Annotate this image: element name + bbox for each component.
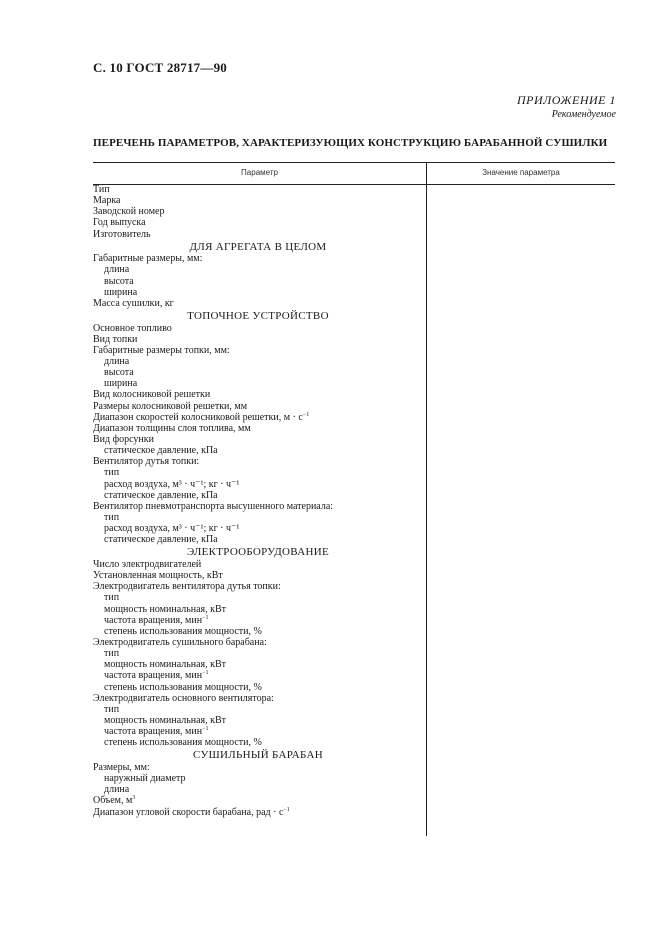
parameter-list [93, 184, 423, 818]
parameter-row [93, 217, 423, 228]
parameter-row [93, 670, 423, 681]
document-title: ПЕРЕЧЕНЬ ПАРАМЕТРОВ, ХАРАКТЕРИЗУЮЩИХ КОНСТРУКЦИЮ БАРАБАННОЙ СУШИЛКИ [93, 137, 608, 149]
row-text: тип [104, 648, 120, 660]
row-text: частота вращения, мин [104, 670, 203, 682]
parameter-row [93, 604, 423, 615]
parameter-row [93, 401, 423, 412]
row-text: длина [104, 356, 130, 368]
parameter-row [93, 276, 423, 287]
row-text: степень использования мощности, % [104, 681, 262, 693]
row-text: Вентилятор пневмотранспорта высушенного материала: [93, 500, 334, 512]
parameter-row [93, 490, 423, 501]
row-text: тип [104, 703, 120, 715]
appendix-block [517, 93, 616, 120]
parameter-row [93, 704, 423, 715]
appendix-label: ПРИЛОЖЕНИЕ 1 [517, 93, 616, 107]
parameter-row [93, 423, 423, 434]
row-text: Число электродвигателей [93, 559, 202, 570]
parameter-row [93, 184, 423, 195]
parameter-row [93, 784, 423, 795]
row-text: ДЛЯ АГРЕГАТА В ЦЕЛОМ [189, 240, 327, 253]
row-text: Электродвигатель основного вентилятора: [93, 692, 274, 704]
parameter-row [93, 592, 423, 603]
row-text: длина [104, 264, 130, 276]
parameter-row [93, 693, 423, 704]
parameter-row [93, 659, 423, 670]
column-header-value: Значение параметра [482, 168, 560, 177]
row-text: частота вращения, мин [104, 614, 203, 626]
row-superscript: −1 [283, 806, 290, 813]
row-text: высота [104, 275, 134, 287]
row-text: мощность номинальная, кВт [104, 659, 227, 671]
parameter-row [93, 412, 423, 423]
row-text: мощность номинальная, кВт [104, 714, 227, 726]
row-superscript: −1 [202, 726, 209, 733]
row-text: Размеры колосниковой решетки, мм [93, 400, 248, 412]
row-text: статическое давление, кПа [104, 534, 218, 546]
row-superscript: −1 [202, 670, 209, 677]
parameter-row [93, 378, 423, 389]
parameter-row [93, 389, 423, 400]
row-text: ЭЛЕКТРООБОРУДОВАНИЕ [187, 546, 329, 559]
row-text: расход воздуха, м³ · ч⁻¹; кг · ч⁻¹ [104, 523, 240, 535]
row-text: Габаритные размеры топки, мм: [93, 344, 230, 356]
parameter-row [93, 762, 423, 773]
appendix-status: Рекомендуемое [551, 109, 616, 120]
parameter-row [93, 356, 423, 367]
parameter-row [93, 456, 423, 467]
row-superscript: 3 [132, 795, 136, 802]
row-text: СУШИЛЬНЫЙ БАРАБАН [193, 749, 323, 762]
row-text: степень использования мощности, % [104, 737, 262, 749]
row-text: Вентилятор дутья топки: [93, 456, 200, 468]
parameter-row [93, 334, 423, 345]
parameter-row [93, 682, 423, 693]
section-heading [93, 748, 423, 762]
row-text: ТОПОЧНОЕ УСТРОЙСТВО [187, 310, 329, 322]
row-text: наружный диаметр [104, 773, 186, 785]
parameter-row [93, 773, 423, 784]
row-text: Электродвигатель вентилятора дутья топки: [93, 581, 281, 593]
row-text: Диапазон скоростей колосниковой решетки, м · с [93, 411, 303, 423]
parameter-row [93, 298, 423, 309]
parameter-row [93, 615, 423, 626]
row-text: Диапазон угловой скорости барабана, рад · с [93, 806, 284, 818]
parameter-row [93, 501, 423, 512]
parameter-row [93, 626, 423, 637]
row-text: расход воздуха, м³ · ч⁻¹; кг · ч⁻¹ [104, 478, 240, 490]
row-text: Объем, м [93, 795, 133, 807]
row-text: Изготовитель [93, 228, 151, 240]
row-text: длина [104, 784, 130, 796]
parameter-row [93, 795, 423, 806]
row-text: Год выпуска [93, 217, 146, 229]
parameter-row [93, 323, 423, 334]
row-text: Габаритные размеры, мм: [93, 253, 203, 265]
parameter-row [93, 807, 423, 818]
table-column-divider [426, 162, 427, 836]
section-heading [93, 240, 423, 254]
parameter-row [93, 726, 423, 737]
parameter-row [93, 445, 423, 456]
row-text: Вид форсунки [93, 434, 154, 445]
row-text: частота вращения, мин [104, 726, 203, 738]
section-heading [93, 545, 423, 559]
row-text: Заводской номер [93, 206, 165, 218]
row-text: Тип [93, 184, 110, 195]
parameter-row [93, 467, 423, 478]
row-text: Электродвигатель сушильного барабана: [93, 636, 267, 648]
row-text: Диапазон толщины слоя топлива, мм [93, 422, 251, 434]
row-text: высота [104, 367, 134, 379]
row-text: ширина [104, 378, 138, 390]
parameter-row [93, 559, 423, 570]
parameter-row [93, 229, 423, 240]
parameter-row [93, 512, 423, 523]
row-text: Размеры, мм: [93, 761, 150, 773]
parameter-row [93, 479, 423, 490]
parameter-row [93, 737, 423, 748]
row-text: тип [104, 467, 120, 479]
parameter-row [93, 715, 423, 726]
row-text: тип [104, 592, 120, 604]
parameter-row [93, 253, 423, 264]
row-text: Установленная мощность, кВт [93, 570, 223, 582]
table-top-rule [93, 162, 615, 163]
parameter-row [93, 195, 423, 206]
row-text: Марка [93, 195, 121, 207]
row-text: тип [104, 511, 120, 523]
row-text: Вид колосниковой решетки [93, 389, 211, 401]
row-text: ширина [104, 286, 138, 298]
row-text: статическое давление, кПа [104, 445, 218, 457]
section-heading [93, 309, 423, 323]
column-header-parameter: Параметр [241, 168, 278, 177]
parameter-row [93, 287, 423, 298]
row-text: Вид топки [93, 333, 138, 345]
row-text: статическое давление, кПа [104, 489, 218, 501]
parameter-row [93, 345, 423, 356]
page-header: С. 10 ГОСТ 28717—90 [93, 60, 227, 75]
row-text: мощность номинальная, кВт [104, 603, 227, 615]
parameter-row [93, 264, 423, 275]
parameter-row [93, 581, 423, 592]
parameter-row [93, 367, 423, 378]
parameter-row [93, 570, 423, 581]
row-text: Масса сушилки, кг [93, 297, 174, 309]
parameter-row [93, 523, 423, 534]
row-text: Основное топливо [93, 322, 172, 334]
row-text: степень использования мощности, % [104, 625, 262, 637]
row-superscript: −1 [202, 614, 209, 621]
parameter-row [93, 648, 423, 659]
parameter-row [93, 206, 423, 217]
parameter-row [93, 637, 423, 648]
parameter-row [93, 434, 423, 445]
parameter-row [93, 534, 423, 545]
row-superscript: −1 [302, 411, 310, 418]
